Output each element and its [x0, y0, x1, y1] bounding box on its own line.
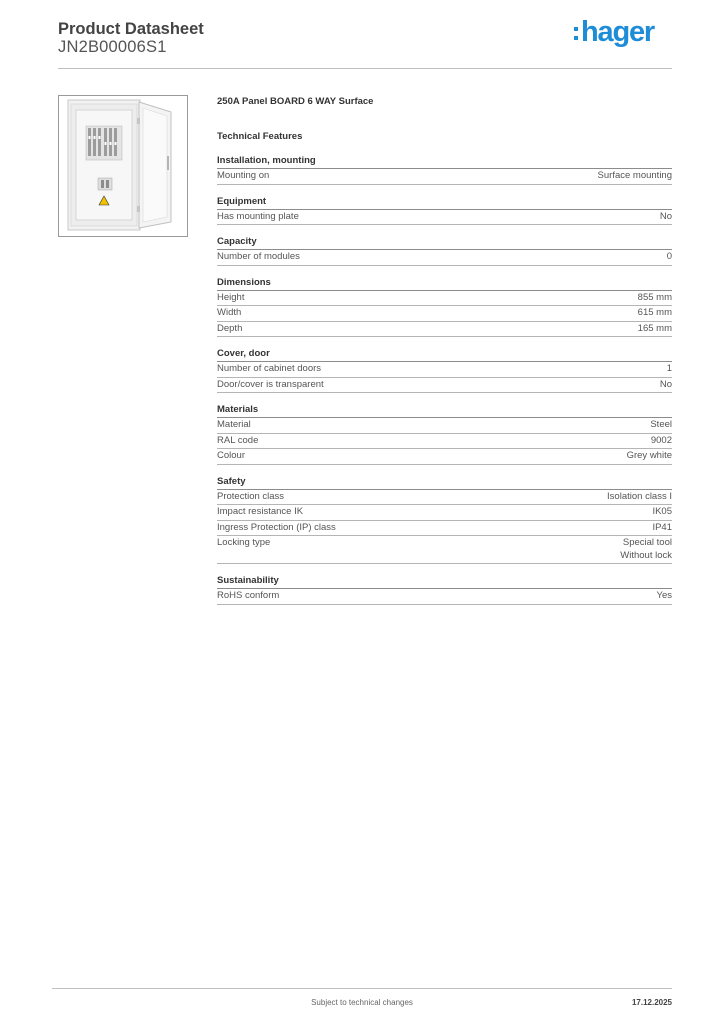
feature-row: [217, 490, 672, 506]
feature-section: [217, 235, 672, 266]
feature-row: [217, 169, 672, 185]
feature-label: Mounting on: [217, 170, 270, 181]
product-image: [58, 95, 188, 237]
section-title: Cover, door: [217, 347, 672, 362]
feature-value-line: 855 mm: [637, 291, 672, 303]
footer-note: Subject to technical changes: [311, 998, 413, 1007]
feature-value-line: 0: [666, 251, 672, 262]
feature-value-line: Without lock: [620, 549, 672, 561]
feature-value: [627, 450, 672, 463]
header-divider: [58, 68, 672, 69]
feature-label: Door/cover is transparent: [217, 378, 324, 390]
feature-value: [598, 170, 672, 183]
feature-label: Height: [217, 291, 245, 303]
feature-value-line: Yes: [656, 590, 672, 601]
feature-row: [217, 505, 672, 521]
feature-row: [217, 521, 672, 537]
feature-label: Ingress Protection (IP) class: [217, 521, 336, 533]
document-title: Product Datasheet: [58, 20, 204, 38]
feature-value: [620, 537, 672, 562]
feature-value: [660, 211, 672, 224]
feature-value-line: Surface mounting: [597, 170, 672, 181]
section-title: Sustainability: [217, 574, 672, 589]
feature-sections: [217, 154, 672, 605]
feature-label: Depth: [217, 322, 243, 334]
feature-label: Locking type: [217, 537, 271, 548]
feature-value: [638, 323, 672, 336]
feature-row: [217, 210, 672, 226]
feature-row: [217, 378, 672, 394]
feature-row: [217, 449, 672, 465]
feature-value: [650, 419, 672, 432]
feature-label: Width: [217, 307, 242, 318]
feature-value: [638, 307, 672, 320]
section-title: Equipment: [217, 195, 672, 210]
feature-value-line: 1: [666, 363, 672, 374]
section-title: Capacity: [217, 235, 672, 250]
feature-value-line: 165 mm: [637, 322, 672, 334]
feature-value-line: Grey white: [626, 450, 672, 461]
feature-section: [217, 403, 672, 465]
feature-value-line: Isolation class I: [607, 490, 672, 502]
section-title: Safety: [217, 475, 672, 490]
product-name: 250A Panel BOARD 6 WAY Surface: [217, 96, 374, 107]
logo-dots-icon: [574, 27, 578, 40]
feature-row: [217, 306, 672, 322]
section-title: Materials: [217, 403, 672, 418]
feature-value-line: 9002: [650, 434, 672, 446]
feature-value: [657, 590, 673, 603]
product-code: JN2B00006S1: [58, 38, 167, 56]
feature-label: RoHS conform: [217, 590, 280, 601]
feature-section: [217, 475, 672, 565]
feature-row: [217, 434, 672, 450]
section-title: Installation, mounting: [217, 154, 672, 169]
feature-label: Impact resistance IK: [217, 506, 304, 517]
feature-label: Colour: [217, 450, 245, 461]
feature-value: [667, 363, 672, 376]
feature-label: RAL code: [217, 434, 259, 446]
logo-text: hager: [581, 16, 654, 48]
technical-features-title: Technical Features: [217, 131, 303, 142]
feature-row: [217, 322, 672, 338]
footer-divider: [52, 988, 672, 989]
feature-row: [217, 250, 672, 266]
feature-value: [660, 379, 672, 392]
feature-row: [217, 291, 672, 307]
feature-value-line: 615 mm: [637, 307, 672, 318]
feature-value: [651, 435, 672, 448]
datasheet-content: [217, 95, 672, 605]
feature-row: [217, 589, 672, 605]
hager-logo: [574, 18, 654, 46]
feature-value: [638, 292, 672, 305]
feature-row: [217, 418, 672, 434]
feature-value-line: Steel: [650, 419, 672, 430]
feature-label: Number of cabinet doors: [217, 363, 322, 374]
feature-row: [217, 536, 672, 564]
feature-section: [217, 574, 672, 605]
feature-label: Protection class: [217, 490, 285, 502]
feature-value-line: IK05: [652, 506, 672, 517]
feature-section: [217, 195, 672, 226]
feature-value-line: Special tool: [622, 537, 672, 548]
feature-section: [217, 347, 672, 393]
feature-label: Number of modules: [217, 251, 300, 262]
footer-date: 17.12.2025: [631, 998, 672, 1007]
feature-section: [217, 154, 672, 185]
feature-label: Material: [217, 419, 251, 430]
feature-value: [667, 251, 672, 264]
panel-board-illustration: [59, 96, 187, 236]
feature-value: [607, 491, 672, 504]
feature-section: [217, 276, 672, 338]
feature-label: Has mounting plate: [217, 210, 299, 222]
feature-value: [652, 522, 672, 535]
feature-value-line: IP41: [652, 521, 672, 533]
feature-value-line: No: [659, 378, 672, 390]
feature-row: [217, 362, 672, 378]
section-title: Dimensions: [217, 276, 672, 291]
feature-value: [652, 506, 672, 519]
feature-value-line: No: [659, 210, 672, 222]
